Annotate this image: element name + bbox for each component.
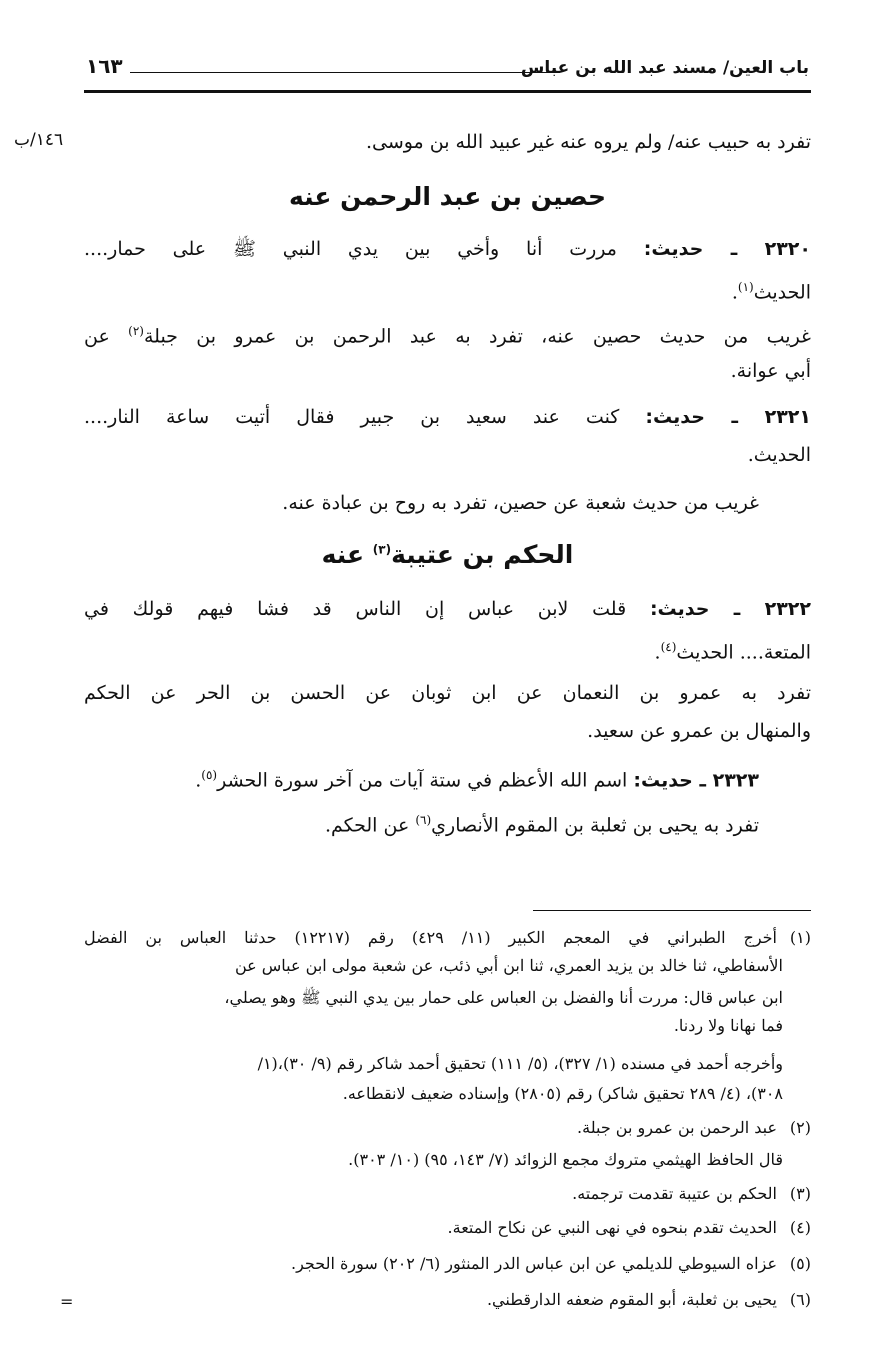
- header-rule: [84, 90, 811, 93]
- footnote-ref: (٦): [415, 813, 432, 827]
- page-number: ١٦٣: [86, 54, 123, 78]
- hadith-number: ٢٣٢١ ـ حديث:: [645, 406, 811, 428]
- section-heading: الحكم بن عتيبة$^{(٣)}$ عنه: [321, 540, 574, 569]
- hadith-2321: ٢٣٢١ ـ حديث: كنت عند سعيد بن جبير فقال أتيت ساعة النار....: [84, 406, 811, 428]
- text-line: غريب من حديث شعبة عن حصين، تفرد به روح بن عبادة عنه.: [282, 492, 759, 514]
- text-line: تفرد به يحيى بن ثعلبة بن المقوم الأنصاري$^{(٦)}$ عن الحكم.: [324, 813, 759, 837]
- text-line: الحديث$^{(١)}$.: [731, 280, 811, 304]
- hadith-2322: ٢٣٢٢ ـ حديث: قلت لابن عباس إن الناس قد فشا فيهم قولك في: [84, 598, 811, 620]
- footnote-line: قال الحافظ الهيثمي متروك مجمع الزوائد (٧/ ١٤٣، ٩٥) (١٠/ ٣٠٣).: [348, 1150, 783, 1169]
- footnote-ref: (٥): [201, 768, 218, 782]
- hadith-number: ٢٣٢٢ ـ حديث:: [649, 598, 811, 620]
- text-line: تفرد به عمرو بن النعمان عن ابن ثوبان عن الحسن بن الحر عن الحكم: [84, 682, 811, 704]
- text-line: والمنهال بن عمرو عن سعيد.: [587, 720, 811, 742]
- footnote-line: وأخرجه أحمد في مسنده (١/ ٣٢٧)، (٥/ ١١١) تحقيق أحمد شاكر رقم (٩/ ٣٠)،(١/: [257, 1054, 783, 1073]
- section-heading: حصين بن عبد الرحمن عنه: [288, 182, 606, 211]
- header-dotted-rule: [130, 72, 560, 73]
- footnote-number: (٢): [789, 1118, 811, 1137]
- footnote-3: (٣)الحكم بن عتيبة تقدمت ترجمته.: [572, 1182, 811, 1206]
- text-line: أبي عوانة.: [730, 360, 811, 382]
- footnote-2: (٢)عبد الرحمن بن عمرو بن جبلة.: [577, 1116, 811, 1140]
- text-line: المتعة.... الحديث$^{(٤)}$.: [654, 640, 811, 664]
- text-line: غريب من حديث حصين عنه، تفرد به عبد الرحمن بن عمرو بن جبلة$^{(٢)}$ عن: [84, 324, 811, 348]
- manuscript-folio-note: ١٤٦/ب: [14, 130, 64, 150]
- footnote-4: (٤)الحديث تقدم بنحوه في نهى النبي عن نكاح المتعة.: [448, 1216, 811, 1240]
- footnote-ref: (٣): [372, 542, 392, 557]
- footnote-line: ٣٠٨)، (٤/ ٢٨٩ تحقيق شاكر) رقم (٢٨٠٥) وإسناده ضعيف لانقطاعه.: [342, 1084, 783, 1103]
- footnote-ref: (٤): [660, 640, 677, 654]
- footnote-number: (١): [789, 928, 811, 947]
- footnote-ref: (٢): [128, 324, 144, 338]
- footnote-number: (٤): [789, 1218, 811, 1237]
- footnote-line: الأسفاطي، ثنا خالد بن يزيد العمري، ثنا ابن أبي ذئب، عن شعبة مولى ابن عباس عن: [234, 956, 783, 975]
- footnote-ref: (١): [737, 280, 754, 294]
- hadith-number: ٢٣٢٣ ـ حديث:: [633, 769, 759, 792]
- footnote-number: (٣): [789, 1184, 811, 1203]
- footnote-5: (٥)عزاه السيوطي للديلمي عن ابن عباس الدر المنثور (٦/ ٢٠٢) سورة الحجر.: [291, 1252, 811, 1276]
- hadith-2323: ٢٣٢٣ ـ حديث: اسم الله الأعظم في ستة آيات من آخر سورة الحشر$^{(٥)}$.: [195, 768, 759, 792]
- text-line: تفرد به حبيب عنه/ ولم يروه عنه غير عبيد الله بن موسى.: [365, 131, 811, 153]
- footnote-6: (٦)يحيى بن ثعلبة، أبو المقوم ضعفه الدارقطني.: [487, 1288, 811, 1312]
- footnote-number: (٦): [789, 1290, 811, 1309]
- footnote-line: فما نهانا ولا ردنا.: [673, 1016, 783, 1035]
- footnote-separator: [533, 910, 811, 911]
- hadith-number: ٢٣٢٠ ـ حديث:: [643, 238, 811, 260]
- hadith-2320: ٢٣٢٠ ـ حديث: مررت أنا وأخي بين يدي النبي ﷺ على حمار....: [84, 238, 811, 260]
- footnote-line: ابن عباس قال: مررت أنا والفضل بن العباس على حمار بين يدي النبي ﷺ وهو يصلي،: [224, 988, 783, 1007]
- continuation-mark: =: [60, 1292, 74, 1311]
- text-line: الحديث.: [747, 444, 811, 466]
- footnote-number: (٥): [789, 1254, 811, 1273]
- footnote-1: (١)أخرج الطبراني في المعجم الكبير (١١/ ٤٢٩) رقم (١٢٢١٧) حدثنا العباس بن الفضل: [84, 926, 811, 950]
- running-header-title: باب العين/ مسند عبد الله بن عباس: [520, 58, 809, 78]
